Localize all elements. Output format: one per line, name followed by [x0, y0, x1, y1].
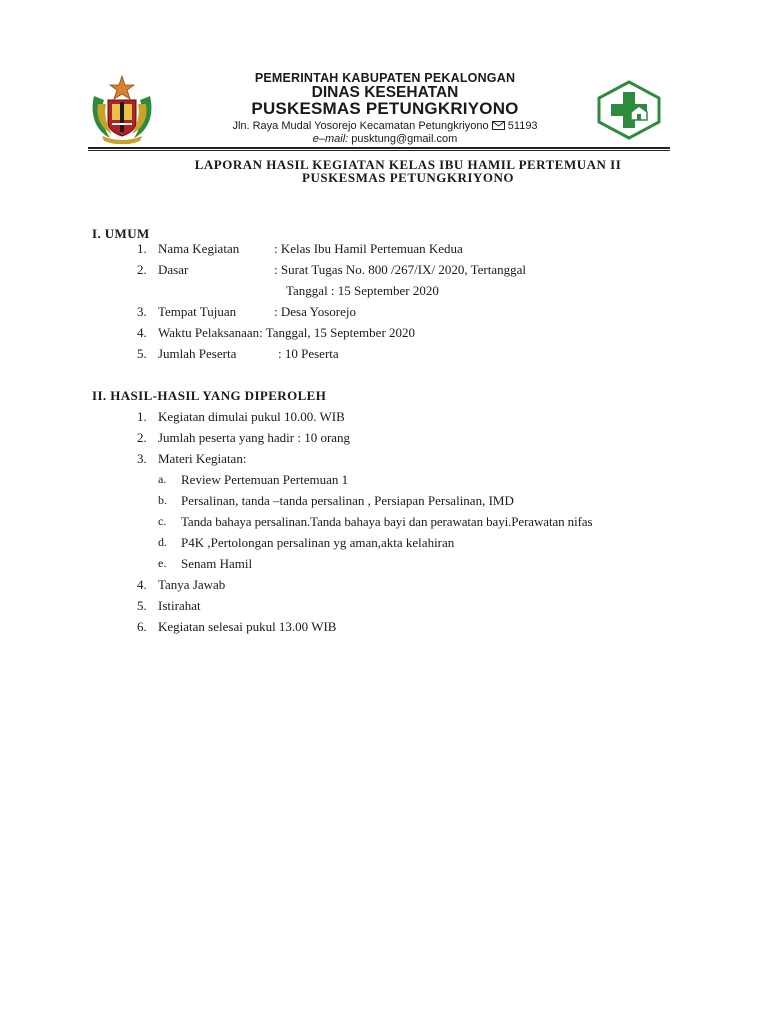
list-item-value: : 10 Peserta [278, 346, 339, 361]
list-number: 5. [137, 346, 147, 361]
postcode: 51193 [507, 120, 538, 132]
list-number: 1. [137, 241, 147, 256]
report-subtitle: PUSKESMAS PETUNGKRIYONO [302, 170, 514, 185]
list-item-text: Tanya Jawab [158, 577, 226, 592]
puskesmas-logo-icon [597, 80, 661, 140]
list-number: 2. [137, 430, 147, 445]
list-number: 2. [137, 262, 147, 277]
address-text: Jln. Raya Mudal Yosorejo Kecamatan Petungkriyono [232, 120, 489, 132]
list-number: 3. [137, 451, 147, 466]
header-divider-thin [88, 150, 670, 151]
list-item-label: Nama Kegiatan [158, 241, 240, 256]
list-item-label: Jumlah Peserta [158, 346, 237, 361]
section-hasil-heading: II. HASIL-HASIL YANG DIPEROLEH [92, 388, 327, 403]
sublist-letter: b. [158, 493, 167, 507]
header-institution-name: PUSKESMAS PETUNGKRIYONO [251, 99, 519, 118]
list-number: 5. [137, 598, 147, 613]
list-item-text: Materi Kegiatan: [158, 451, 247, 466]
envelope-icon [492, 121, 505, 133]
sublist-item-text: P4K ,Pertolongan persalinan yg aman,akta kelahiran [181, 535, 455, 550]
sublist-letter: d. [158, 535, 167, 549]
list-item-label: Tempat Tujuan [158, 304, 237, 319]
header-department-line: DINAS KESEHATAN [311, 84, 459, 101]
kabupaten-pekalongan-emblem-icon [88, 74, 156, 144]
list-number: 6. [137, 619, 147, 634]
header-government-line: PEMERINTAH KABUPATEN PEKALONGAN [254, 71, 516, 85]
header-address [180, 120, 590, 133]
sublist-item-text: Senam Hamil [181, 556, 253, 571]
email-address: pusktung@gmail.com [351, 133, 458, 145]
list-item-label: Waktu Pelaksanaan: Tanggal, 15 September 2020 [158, 325, 416, 340]
report-title: LAPORAN HASIL KEGIATAN KELAS IBU HAMIL PERTEMUAN II [194, 157, 622, 172]
list-number: 4. [137, 325, 147, 340]
header-email [180, 133, 590, 145]
list-item-label: Dasar [158, 262, 189, 277]
list-item-text: Kegiatan selesai pukul 13.00 WIB [158, 619, 337, 634]
list-number: 3. [137, 304, 147, 319]
sublist-letter: e. [158, 556, 167, 570]
list-item-value: : Kelas Ibu Hamil Pertemuan Kedua [274, 241, 463, 256]
list-item-text: Kegiatan dimulai pukul 10.00. WIB [158, 409, 345, 424]
section-umum-heading: I. UMUM [92, 226, 150, 241]
sublist-letter: a. [158, 472, 167, 486]
sublist-item-text: Persalinan, tanda –tanda persalinan , Persiapan Persalinan, IMD [181, 493, 514, 508]
list-item-value: : Desa Yosorejo [274, 304, 356, 319]
list-item-text: Jumlah peserta yang hadir : 10 orang [158, 430, 351, 445]
list-item-value: : Surat Tugas No. 800 /267/IX/ 2020, Tertanggal [274, 262, 526, 277]
email-label: e–mail: [312, 133, 349, 145]
sublist-letter: c. [158, 514, 167, 528]
sublist-item-text: Tanda bahaya persalinan.Tanda bahaya bayi dan perawatan bayi.Perawatan nifas [181, 514, 593, 529]
list-item-value-continuation: Tanggal : 15 September 2020 [286, 283, 439, 298]
sublist-item-text: Review Pertemuan Pertemuan 1 [181, 472, 349, 487]
list-number: 4. [137, 577, 147, 592]
list-number: 1. [137, 409, 147, 424]
header-divider-thick [88, 147, 670, 149]
list-item-text: Istirahat [158, 598, 201, 613]
